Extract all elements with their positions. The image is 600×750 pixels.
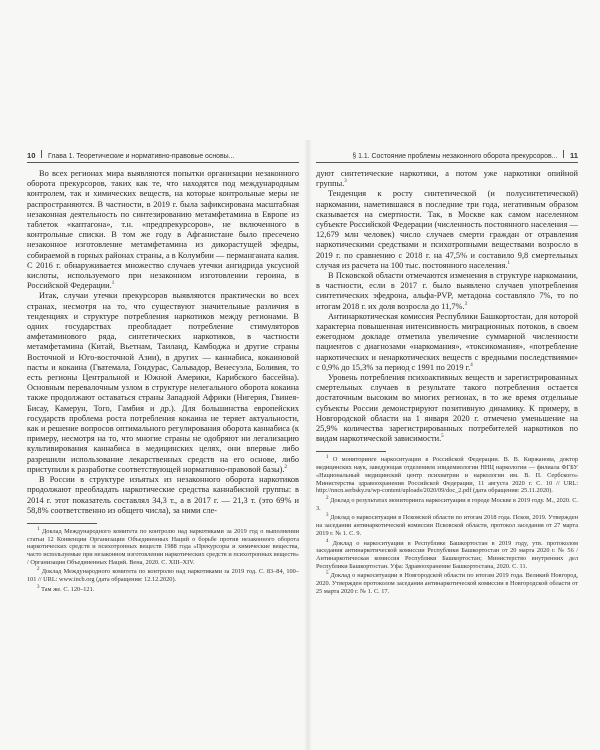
header-separator [41, 150, 42, 158]
footnote: $^2$ Доклад Международного комитета по контролю над наркотиками за 2019 год. С. 83–84, 100–101 // URL: www.incb.org (дата обращения: 12.12.2020). [27, 567, 299, 584]
page-gutter [304, 140, 312, 750]
footnote: $^5$ Доклад о наркоситуации в Новгородской области по итогам 2019 года. Великий Новгород, 2020. Утвержден протоколом заседания антинаркотической комиссии в Новгородской области от 25 марта 2020 г. № 1. С. 17. [316, 571, 578, 595]
body-paragraph: В России в структуре изъятых из незаконного оборота наркотиков продолжают преобладать наркотические средства каннабисной группы: в 2014 г. этот показатель составлял 34,3 т., а в 2017 г. — 21,3 т. (это 69% и 58,8% соответственно из общего числа), за ними сле- [27, 475, 299, 515]
body-paragraph: Во всех регионах мира выявляются попытки организации незаконного оборота прекурсоров, таких как те, что находятся под международным контролем, так и химических веществ, на которые контрольные меры не распространяются. В частности, в 2019 г. была зафиксирована масштабная незаконная деятельность по синтезированию метамфетамина в Европе из таблеток «каптагона», т.н. «предпрекурсоров», не включенного в контрольные списки. В том же году в Афганистане было пресечено незаконное изготовление метамфетамина из дикорастущей эфедры, собираемой в горных районах страны, а в Колумбии — перманганата калия. С 2016 г. обнаруживается множество случаев утечки ангидрида уксусной кислоты, используемого при незаконном изготовлении героина, в Российской Федерации.$^1$ [27, 169, 299, 291]
body-paragraph: В Псковской области отмечаются изменения в структуре наркомании, в частности, если в 2017 г. было выявлено случаев употребления синтетических эфедрона, альфа-PVP, метадона составляло 7%, то по итогам 2018 г. их доля возросла до 11,7%.$^3$ [316, 271, 578, 311]
left-page-number: 10 [27, 151, 36, 160]
right-page-number: 11 [569, 151, 578, 160]
right-running-header [316, 150, 578, 163]
header-separator [563, 150, 564, 158]
right-running-title: § 1.1. Состояние проблемы незаконного оборота прекурсоров... [352, 153, 558, 160]
body-paragraph: Тенденция к росту синтетической (и полусинтетической) наркомании, наметившаяся в последние три года, негативным образом сказывается на смертности. Так, в Москве как самом населенном субъекте Российской Федерации (численность постоянного населения — 12,679 млн человек) число случаев смерти граждан от отравления наркотическими средствами и психотропными веществами возросло в 2019 г. по сравнению с 2018 г. на 47,5% и составило 9,8 смертельных случая из расчета на 100 тыс. постоянного населения.$^1$ [316, 189, 578, 270]
left-footnotes [27, 528, 299, 594]
body-paragraph: Итак, случаи утечки прекурсоров выявляются практически во всех странах, несмотря на то, что существуют значительные различия в тенденциях и структуре потребления наркотиков между регионами. В одних государствах преобладает потребление стимуляторов амфетаминового ряда, синтетических наркотиков, в частности метамфетамина (Китай, Вьетнам, Таиланд, Камбоджа и другие страны Восточной и Юго-восточной Азии), в других — каннабиса, кокаиновой пасты и кокаина (Гватемала, Гондурас, Сальвадор, Венесуэла, Боливия, то есть регионы Центральной и Южной Америки, Карибского бассейна). Основным перевалочным узлом в структуре нелегального оборота кокаина также продолжают оставаться страны Западной Африки (Нигерия, Гвинея-Бисау, Камерун, Того, Гамбия и др.). Для большинства европейских государств проблема роста потребления кокаина не теряет актуальности, как и решение вопросов оптимального регулирования оборота каннабиса (к примеру, несмотря на то, что многие страны не одобряют ни легализацию культивирования каннабиса в медицинских целях, они впервые либо разрешили использование лекарственных средств на его основе, либо приступили к разработке соответствующей нормативно-правовой базы).$^2$ [27, 291, 299, 474]
footnote-rule [316, 451, 386, 452]
footnote: $^3$ Доклад о наркоситуации в Псковской области по итогам 2018 года. Псков, 2019. Утвержден на заседании антинаркотической комиссии Псковской области, протокол заседания от 27 марта 2019 г. № 1. С. 9. [316, 513, 578, 537]
footnote: $^1$ О мониторинге наркоситуации в Российской Федерации. В. В. Киржанова, доктор медицинских наук, заведующая отделением эпидемиологии ННЦ наркологии — филиала ФГБУ «Национальный медицинский центр психиатрии и наркологии им. В. П. Сербского» Министерства здравоохранения Российской Федерации, 11 августа 2020 г. С. 10 // URL: http://nncn.serbsky.ru/wp-content/uploads/2020/09/doc_2.pdf (дата обращения: 25.11.2020). [316, 455, 578, 495]
body-paragraph: Антинаркотическая комиссия Республики Башкортостан, для которой характерна повышенная интенсивность миграционных потоков, в своем ежегодном докладе отметила увеличение суммарной численности пациентов с диагнозами «наркомания», «токсикомания», «потребление наркотических и ненаркотических веществ с вредными последствиями» с 0,9% до 15,3% за период с 1991 по 2019 г.$^4$ [316, 311, 578, 372]
body-paragraph: дуют синтетические наркотики, а потом уже наркотики опийной группы.$^3$ [316, 169, 578, 189]
footnote: $^2$ Доклад о результатах мониторинга наркоситуации в городе Москве в 2019 году. М., 2020. С. 3. [316, 495, 578, 512]
left-running-title: Глава 1. Теоретические и нормативно-правовые основы... [48, 153, 235, 160]
left-page [27, 150, 299, 730]
footnote: $^3$ Там же. С. 120–121. [37, 584, 95, 593]
right-footnotes [316, 456, 578, 595]
left-body-text [27, 169, 299, 516]
footnote: $^1$ Доклад Международного комитета по контролю над наркотиками за 2019 год о выполнении статьи 12 Конвенции Организации Объединенных Наций о борьбе против незаконного оборота наркотических средств и психотропных веществ 1988 года «Прекурсоры и химические вещества, часто используемые при незаконном изготовлении наркотических средств и психотропных веществ» / Организация Объединенных Наций. Вена, 2020. С. XIII–XIV. [27, 526, 299, 566]
footnote-rule [27, 523, 97, 524]
footnote: $^4$ Доклад о наркоситуации в Республике Башкортостан в 2019 году, утв. протоколом заседания антинаркотической комиссии Республики Башкортостан от 20 марта 2020 г. № 56 / Антинаркотическая комиссия Республики Башкортостан; Министерство внутренних дел Республики Башкортостан. Уфа: Здравоохранение Башкортостана, 2020. С. 11. [316, 538, 578, 570]
left-running-header [27, 150, 299, 163]
right-body-text [316, 169, 578, 444]
right-page [316, 150, 578, 730]
body-paragraph: Уровень потребления психоактивных веществ и зарегистрированных смертельных случаев в результате такого потребления остается достаточным высоким во многих регионах, в то же время отдельные субъекты России демонстрируют позитивную динамику. К примеру, в Новгородской области на 1 января 2020 г. отмечено уменьшение на 25,9% количества зарегистрированных потребителей наркотиков по видам наркотической зависимости.$^5$ [316, 373, 578, 444]
